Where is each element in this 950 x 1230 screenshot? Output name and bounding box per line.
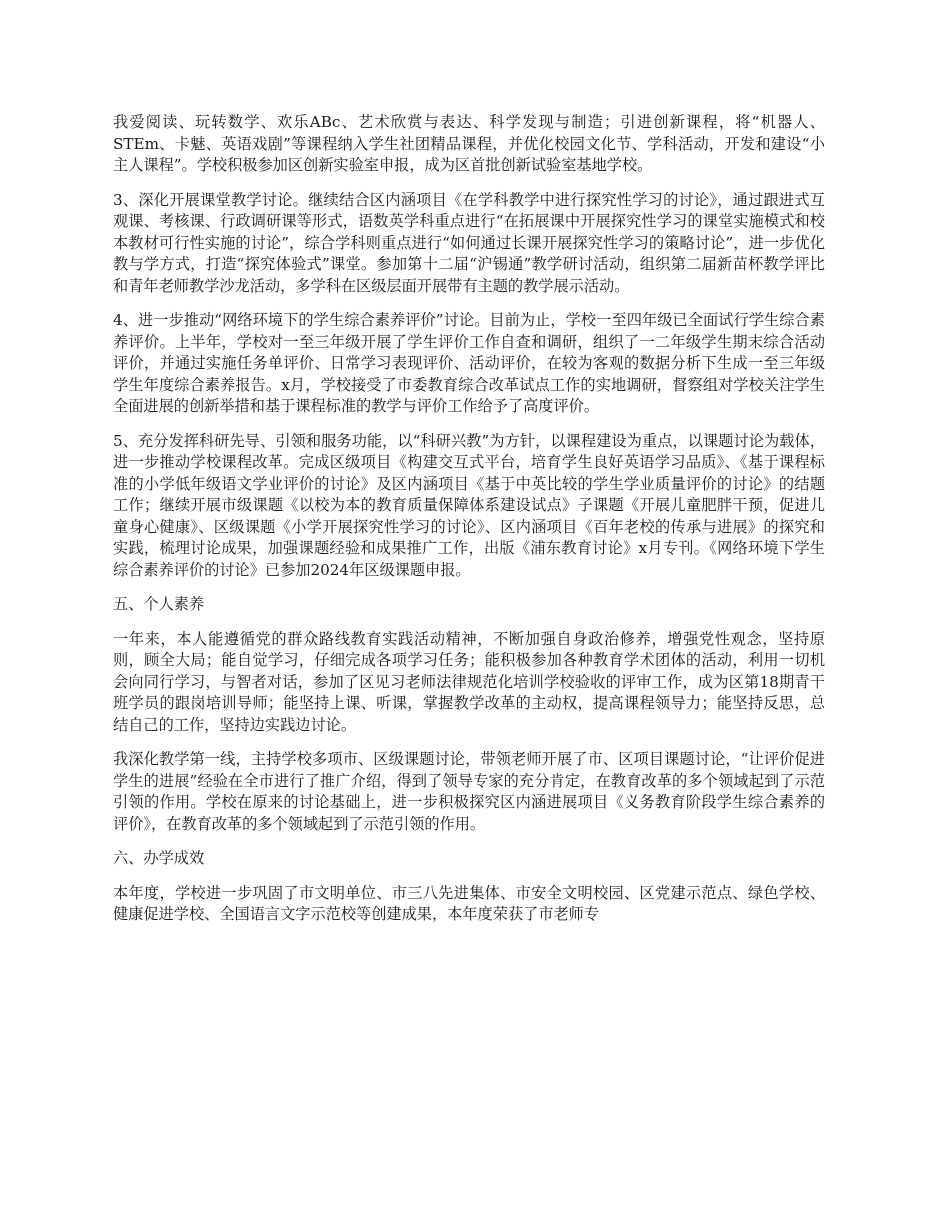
section-heading-school-results: 六、办学成效 — [113, 849, 205, 867]
paragraph-research: 5、充分发挥科研先导、引领和服务功能，以“科研兴教”为方针，以课程建设为重点，以课题讨论为载体，进一步推动学校课程改革。完成区级项目《构建交互式平台，培育学生良好英语学习品质》、《基于课程标准的小学低年级语文学业评价的讨论》及区内涵项目《基于中英比较的学生学业质量评价的讨论》的结题工作；继续开展市级课题《以校为本的教育质量保障体系建设试点》子课题《开展儿童肥胖干预，促进儿童身心健康》、区级课题《小学开展探究性学习的讨论》、区内涵项目《百年老校的传承与进展》的探究和实践，梳理讨论成果，加强课题经验和成果推广工作，出版《浦东教育讨论》x月专刊。《网络环境下学生综合素养评价的讨论》已参加2024年区级课题申报。 — [113, 431, 825, 579]
paragraph-teaching-frontline: 我深化教学第一线，主持学校多项市、区级课题讨论，带领老师开展了市、区项目课题讨论，“让评价促进学生的进展”经验在全市进行了推广介绍，得到了领导专家的充分肯定，在教育改革的多个领域起到了示范引领的作用。学校在原来的讨论基础上，进一步积极探究区内涵进展项目《义务教育阶段学生综合素养的评价》，在教育改革的多个领域起到了示范引领的作用。 — [113, 750, 825, 833]
paragraph-classroom-teaching: 3、深化开展课堂教学讨论。继续结合区内涵项目《在学科教学中进行探究性学习的讨论》，通过跟进式互观课、考核课、行政调研课等形式，语数英学科重点进行“在拓展课中开展探究性学习的课堂实施模式和校本教材可行性实施的讨论”，综合学科则重点进行“如何通过长课开展探究性学习的策略讨论”，进一步优化教与学方式，打造“探究体验式”课堂。参加第十二届“沪锡通”教学研讨活动，组织第二届新苗杯教学评比和青年老师教学沙龙活动，多学科在区级层面开展带有主题的教学展示活动。 — [113, 190, 825, 295]
document-body — [113, 112, 825, 939]
paragraph-student-evaluation: 4、进一步推动“网络环境下的学生综合素养评价”讨论。目前为止，学校一至四年级已全面试行学生综合素养评价。上半年，学校对一至三年级开展了学生评价工作自查和调研，组织了一二年级学生期末综合活动评价，并通过实施任务单评价、日常学习表现评价、活动评价，在较为客观的数据分析下生成一至三年级学生年度综合素养报告。x月，学校接受了市委教育综合改革试点工作的实地调研，督察组对学校关注学生全面进展的创新举措和基于课程标准的教学与评价工作给予了高度评价。 — [113, 311, 825, 415]
paragraph-personal-quality: 一年来，本人能遵循党的群众路线教育实践活动精神，不断加强自身政治修养，增强党性观念，坚持原则，顾全大局；能自觉学习，仔细完成各项学习任务；能积极参加各种教育学术团体的活动，利用一切机会向同行学习，与智者对话，参加了区见习老师法律规范化培训学校验收的评审工作，成为区第18期青干班学员的跟岗培训导师；能坚持上课、听课，掌握教学改革的主动权，提高课程领导力；能坚持反思，总结自己的工作，坚持边实践边讨论。 — [113, 629, 825, 734]
paragraph-school-results: 本年度，学校进一步巩固了市文明单位、市三八先进集体、市安全文明校园、区党建示范点、绿色学校、健康促进学校、全国语言文字示范校等创建成果，本年度荣获了市老师专 — [113, 883, 825, 923]
section-heading-personal-quality: 五、个人素养 — [113, 595, 205, 613]
paragraph-curriculum-continued: 我爱阅读、玩转数学、欢乐ABc、艺术欣赏与表达、科学发现与制造；引进创新课程，将“机器人、STEm、卡魅、英语戏剧”等课程纳入学生社团精品课程，并优化校园文化节、学科活动，开发和建设“小主人课程”。学校积极参加区创新实验室申报，成为区首批创新试验室基地学校。 — [113, 113, 825, 174]
